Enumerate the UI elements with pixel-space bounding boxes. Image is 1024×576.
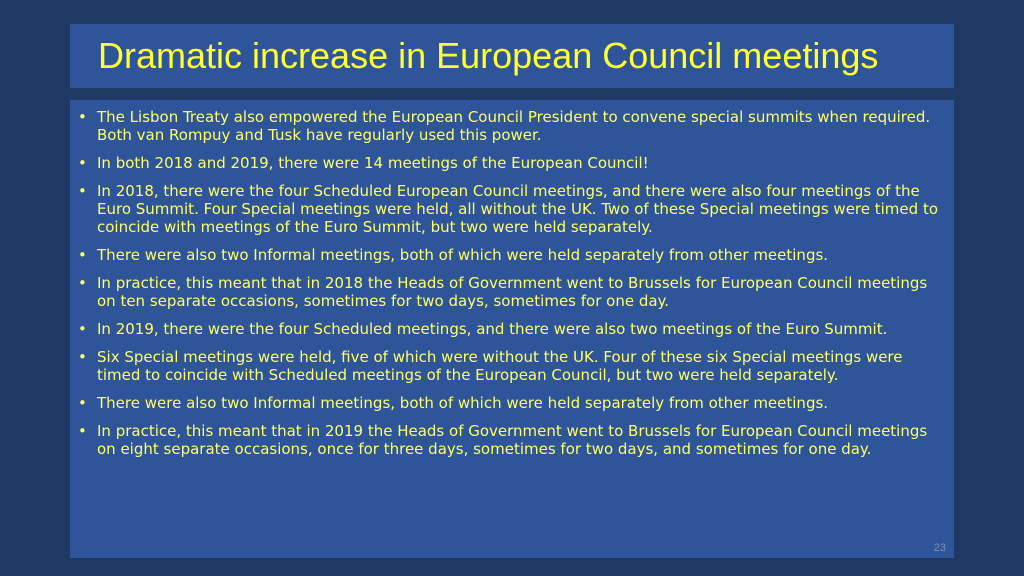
content-panel <box>70 100 954 558</box>
title-banner <box>70 24 954 88</box>
bullet-text: There were also two Informal meetings, both of which were held separately from other meetings. <box>97 246 829 264</box>
bullet-text: Six Special meetings were held, five of which were without the UK. Four of these six Special meetings were timed to coincide with Scheduled meetings of the European Council, but two were held separately. <box>97 348 903 384</box>
bullet-text: In 2018, there were the four Scheduled European Council meetings, and there were also four meetings of the Euro Summit. Four Special meetings were held, all without the UK. Two of these Special meetings were timed to coincide with meetings of the Euro Summit, but two were held separately. <box>97 182 938 236</box>
bullet-icon: • <box>78 348 87 366</box>
bullet-item <box>70 246 946 264</box>
bullet-item <box>70 154 946 172</box>
bullet-item <box>70 108 946 144</box>
bullet-text: There were also two Informal meetings, both of which were held separately from other meetings. <box>97 394 829 412</box>
bullet-item <box>70 182 946 236</box>
bullet-item <box>70 274 946 310</box>
bullet-text: In practice, this meant that in 2019 the Heads of Government went to Brussels for European Council meetings on eight separate occasions, once for three days, sometimes for two days, and sometimes for one day. <box>97 422 928 458</box>
bullet-icon: • <box>78 274 87 292</box>
bullet-text: In practice, this meant that in 2018 the Heads of Government went to Brussels for European Council meetings on ten separate occasions, sometimes for two days, sometimes for one day. <box>97 274 928 310</box>
bullet-icon: • <box>78 394 87 412</box>
bullet-item <box>70 320 946 338</box>
bullet-text: In 2019, there were the four Scheduled meetings, and there were also two meetings of the Euro Summit. <box>97 320 888 338</box>
bullet-icon: • <box>78 320 87 338</box>
bullet-list <box>70 108 946 468</box>
bullet-item <box>70 422 946 458</box>
bullet-item <box>70 394 946 412</box>
slide-title: Dramatic increase in European Council meetings <box>98 35 879 76</box>
bullet-icon: • <box>78 154 87 172</box>
bullet-text: In both 2018 and 2019, there were 14 meetings of the European Council! <box>97 154 649 172</box>
bullet-icon: • <box>78 108 87 126</box>
bullet-icon: • <box>78 246 87 264</box>
bullet-icon: • <box>78 182 87 200</box>
bullet-item <box>70 348 946 384</box>
page-number: 23 <box>933 542 946 554</box>
bullet-text: The Lisbon Treaty also empowered the European Council President to convene special summits when required. Both van Rompuy and Tusk have regularly used this power. <box>97 108 931 144</box>
bullet-icon: • <box>78 422 87 440</box>
